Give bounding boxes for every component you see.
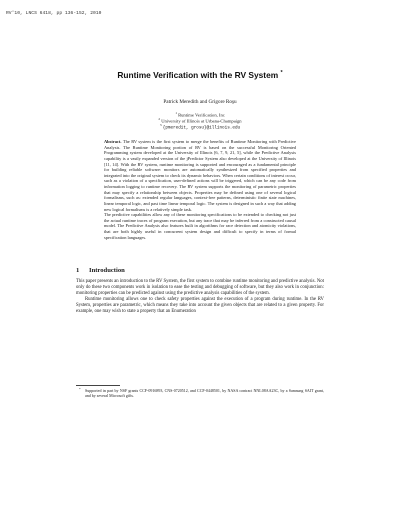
paper-title	[0, 70, 400, 80]
title-footnote-mark: *	[280, 70, 283, 77]
body-paragraph-2: Runtime monitoring allows one to check safety properties against the execution of a program during runtime. In the RV System, properties are parametric, which means they take into account the given objects that are related to a given property. For example, one may wish to state a property that an Enumeration	[76, 297, 324, 315]
affiliation-1-text: Runtime Verification, Inc	[178, 112, 225, 118]
section-title: Introduction	[89, 267, 125, 274]
paper-title-text: Runtime Verification with the RV System	[117, 70, 279, 80]
affiliation-3	[0, 123, 400, 131]
abstract-text-1: The RV system is the first system to merge the benefits of Runtime Monitoring with Predictive Analysis. The Runtime Monitoring portion of RV is based on the successful Monitoring Oriented Programming system developed at the University of Illinois [6, 7, 9, 21, 5], while the Predictive Analysis capability is a vastly expanded version of the jPredictor System also developed at the University of Illinois [11, 14]. With the RV system, runtime monitoring is supported and encouraged as a fundamental principle for building reliable software: monitors are automatically synthesized from specified properties and integrated into the original system to check its dynamic behaviors. When certain conditions of interest occur, such as a violation of a specification, user-defined actions will be triggered, which can be any code from information logging to runtime recovery. The RV system supports the monitoring of parametric properties that may specify a relationship between objects. Properties may be defined using one of several logical formalisms, such as: extended regular languages, context-free patterns, deterministic finite state machines, linear temporal logic, and past time linear temporal logic. The system is designed in such a way that adding new logical formalisms is a relatively simple task.	[104, 139, 296, 212]
section-number: 1	[76, 267, 80, 274]
footnote-text: Supported in part by NSF grants CCF-0916893, CNS-0720512, and CCF-0448501, by NASA contract NNL08AA23C, by a Samsung SAIT grant, and by several Microsoft gifts.	[85, 388, 324, 398]
section-heading	[76, 267, 125, 274]
abstract-paragraph-2: The predictive capabilities allow any of these monitoring specifications to be extended to checking not just the actual runtime traces of program execution, but any trace that may be inferred from a constructed causal model. The Predictive Analysis also features built in algorithms for race detection and atomicity violations, that are both highly useful in concurrent system design and difficult to specify in terms of formal specification languages.	[104, 212, 296, 240]
author-names: Patrick Meredith and Grigore Roşu	[163, 99, 237, 105]
section-body	[76, 279, 324, 315]
affiliation-2-text: University of Illinois at Urbana-Champaign	[161, 118, 242, 124]
abstract	[104, 139, 296, 240]
affiliation-1-mark: 1	[175, 111, 177, 115]
footnote	[76, 388, 324, 398]
running-head: RV'10, LNCS 6418, pp 136-152, 2010	[6, 11, 102, 16]
affiliation-3-mark: 3	[159, 123, 162, 127]
footnote-rule	[76, 385, 120, 386]
author-emails[interactable]: {pmeredit, grosu}@illinois.edu	[162, 125, 241, 131]
body-paragraph-1: This paper presents an introduction to the RV System, the first system to combine runtime monitoring and predictive analysis. Not only do these two components work in isolation to ease the testing and debugging of software, but they also work in conjunction: monitoring properties can be predicted against using the predictive analysis capabilities of the system.	[76, 279, 324, 297]
affiliation-2-mark: 2	[158, 117, 161, 121]
abstract-label: Abstract.	[104, 139, 122, 144]
abstract-paragraph-1	[104, 139, 296, 212]
footnote-mark: *	[79, 387, 81, 391]
